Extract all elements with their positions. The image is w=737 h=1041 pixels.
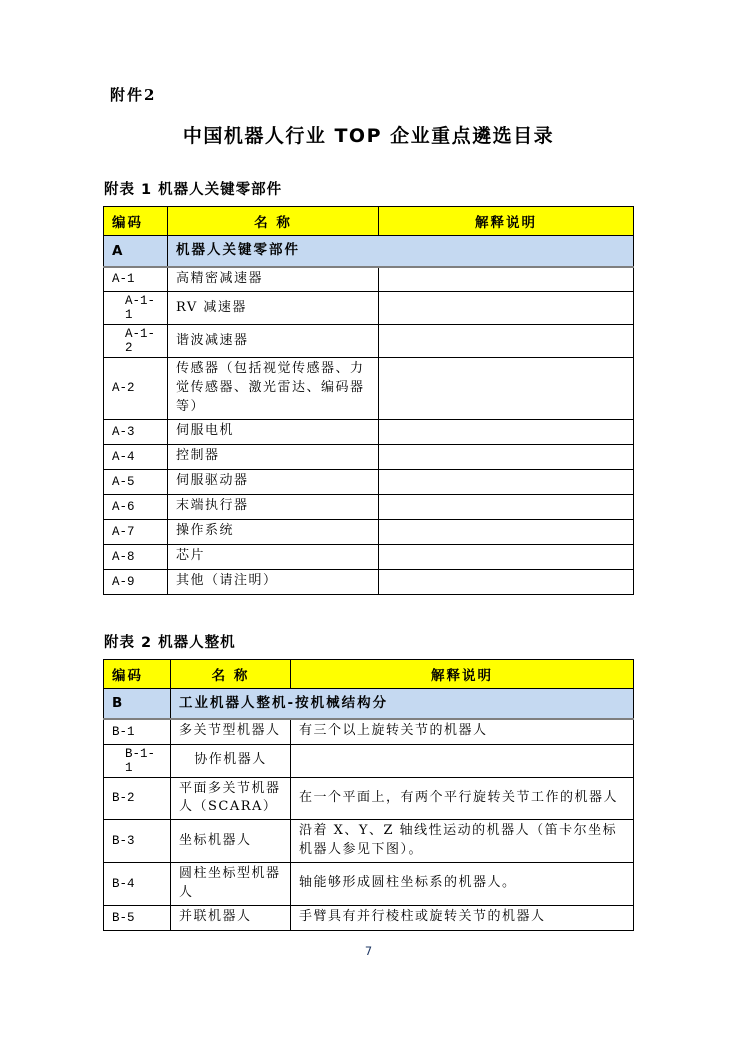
row-description bbox=[379, 419, 634, 444]
section-row bbox=[104, 236, 634, 267]
row-description bbox=[379, 358, 634, 420]
document-content bbox=[103, 178, 633, 935]
row-code: A-1-1 bbox=[104, 292, 168, 325]
row-name: 控制器 bbox=[168, 444, 379, 469]
row-description bbox=[379, 519, 634, 544]
table-row bbox=[104, 820, 634, 863]
row-code: B-2 bbox=[104, 777, 171, 820]
row-name: 并联机器人 bbox=[171, 905, 291, 930]
row-description bbox=[379, 267, 634, 292]
row-code: A-3 bbox=[104, 419, 168, 444]
row-code: B-5 bbox=[104, 905, 171, 930]
section-code: B bbox=[104, 688, 171, 719]
row-code: A-6 bbox=[104, 494, 168, 519]
row-code: A-9 bbox=[104, 569, 168, 594]
table-row bbox=[104, 469, 634, 494]
page-number: 7 bbox=[364, 944, 373, 958]
table2-header-code: 编码 bbox=[104, 659, 171, 688]
row-description bbox=[379, 325, 634, 358]
table-row bbox=[104, 325, 634, 358]
row-name: RV 减速器 bbox=[168, 292, 379, 325]
row-description: 有三个以上旋转关节的机器人 bbox=[291, 719, 634, 744]
row-name: 平面多关节机器人（SCARA） bbox=[171, 777, 291, 820]
table-row bbox=[104, 267, 634, 292]
attachment-label: 附件2 bbox=[110, 86, 157, 104]
table1-header-code: 编码 bbox=[104, 207, 168, 236]
row-name: 协作机器人 bbox=[171, 744, 291, 777]
table-row bbox=[104, 494, 634, 519]
row-code: B-3 bbox=[104, 820, 171, 863]
row-name: 谐波减速器 bbox=[168, 325, 379, 358]
section-name: 机器人关键零部件 bbox=[168, 236, 634, 267]
table-row bbox=[104, 519, 634, 544]
table-row bbox=[104, 419, 634, 444]
row-name: 传感器（包括视觉传感器、力觉传感器、激光雷达、编码器等） bbox=[168, 358, 379, 420]
row-description: 轴能够形成圆柱坐标系的机器人。 bbox=[291, 862, 634, 905]
row-name: 其他（请注明） bbox=[168, 569, 379, 594]
row-code: A-7 bbox=[104, 519, 168, 544]
table1-caption: 附表 1 机器人关键零部件 bbox=[104, 182, 283, 198]
row-description bbox=[379, 569, 634, 594]
row-code: A-4 bbox=[104, 444, 168, 469]
table2-header-name: 名 称 bbox=[171, 659, 291, 688]
table-row bbox=[104, 719, 634, 744]
row-description bbox=[379, 469, 634, 494]
table-row bbox=[104, 744, 634, 777]
table-row bbox=[104, 358, 634, 420]
table1-header-name: 名 称 bbox=[168, 207, 379, 236]
page-title: 中国机器人行业 TOP 企业重点遴选目录 bbox=[182, 125, 555, 147]
row-name: 伺服驱动器 bbox=[168, 469, 379, 494]
table1-header-desc: 解释说明 bbox=[379, 207, 634, 236]
row-name: 坐标机器人 bbox=[171, 820, 291, 863]
section-row bbox=[104, 688, 634, 719]
table-row bbox=[104, 862, 634, 905]
row-name: 芯片 bbox=[168, 544, 379, 569]
table1-header-row bbox=[104, 207, 634, 236]
row-name: 末端执行器 bbox=[168, 494, 379, 519]
row-code: A-1-2 bbox=[104, 325, 168, 358]
row-code: A-8 bbox=[104, 544, 168, 569]
section-code: A bbox=[104, 236, 168, 267]
row-description bbox=[379, 444, 634, 469]
table2-header-desc: 解释说明 bbox=[291, 659, 634, 688]
row-description bbox=[379, 494, 634, 519]
table-row bbox=[104, 905, 634, 930]
table-complete-robots bbox=[103, 659, 634, 931]
row-code: B-4 bbox=[104, 862, 171, 905]
row-description: 手臂具有并行棱柱或旋转关节的机器人 bbox=[291, 905, 634, 930]
table-row bbox=[104, 569, 634, 594]
row-code: B-1-1 bbox=[104, 744, 171, 777]
row-code: A-1 bbox=[104, 267, 168, 292]
table-row bbox=[104, 544, 634, 569]
row-name: 多关节型机器人 bbox=[171, 719, 291, 744]
row-description: 在一个平面上，有两个平行旋转关节工作的机器人 bbox=[291, 777, 634, 820]
row-description bbox=[379, 292, 634, 325]
row-code: A-5 bbox=[104, 469, 168, 494]
row-code: A-2 bbox=[104, 358, 168, 420]
row-name: 伺服电机 bbox=[168, 419, 379, 444]
table-row bbox=[104, 777, 634, 820]
table2-caption: 附表 2 机器人整机 bbox=[104, 634, 236, 651]
section-name: 工业机器人整机-按机械结构分 bbox=[171, 688, 634, 719]
row-description bbox=[291, 744, 634, 777]
row-code: B-1 bbox=[104, 719, 171, 744]
row-description: 沿着 X、Y、Z 轴线性运动的机器人（笛卡尔坐标机器人参见下图）。 bbox=[291, 820, 634, 863]
table-key-components bbox=[103, 206, 634, 595]
table-row bbox=[104, 444, 634, 469]
table2-header-row bbox=[104, 659, 634, 688]
row-name: 操作系统 bbox=[168, 519, 379, 544]
row-description bbox=[379, 544, 634, 569]
row-name: 圆柱坐标型机器人 bbox=[171, 862, 291, 905]
row-name: 高精密减速器 bbox=[168, 267, 379, 292]
table-row bbox=[104, 292, 634, 325]
